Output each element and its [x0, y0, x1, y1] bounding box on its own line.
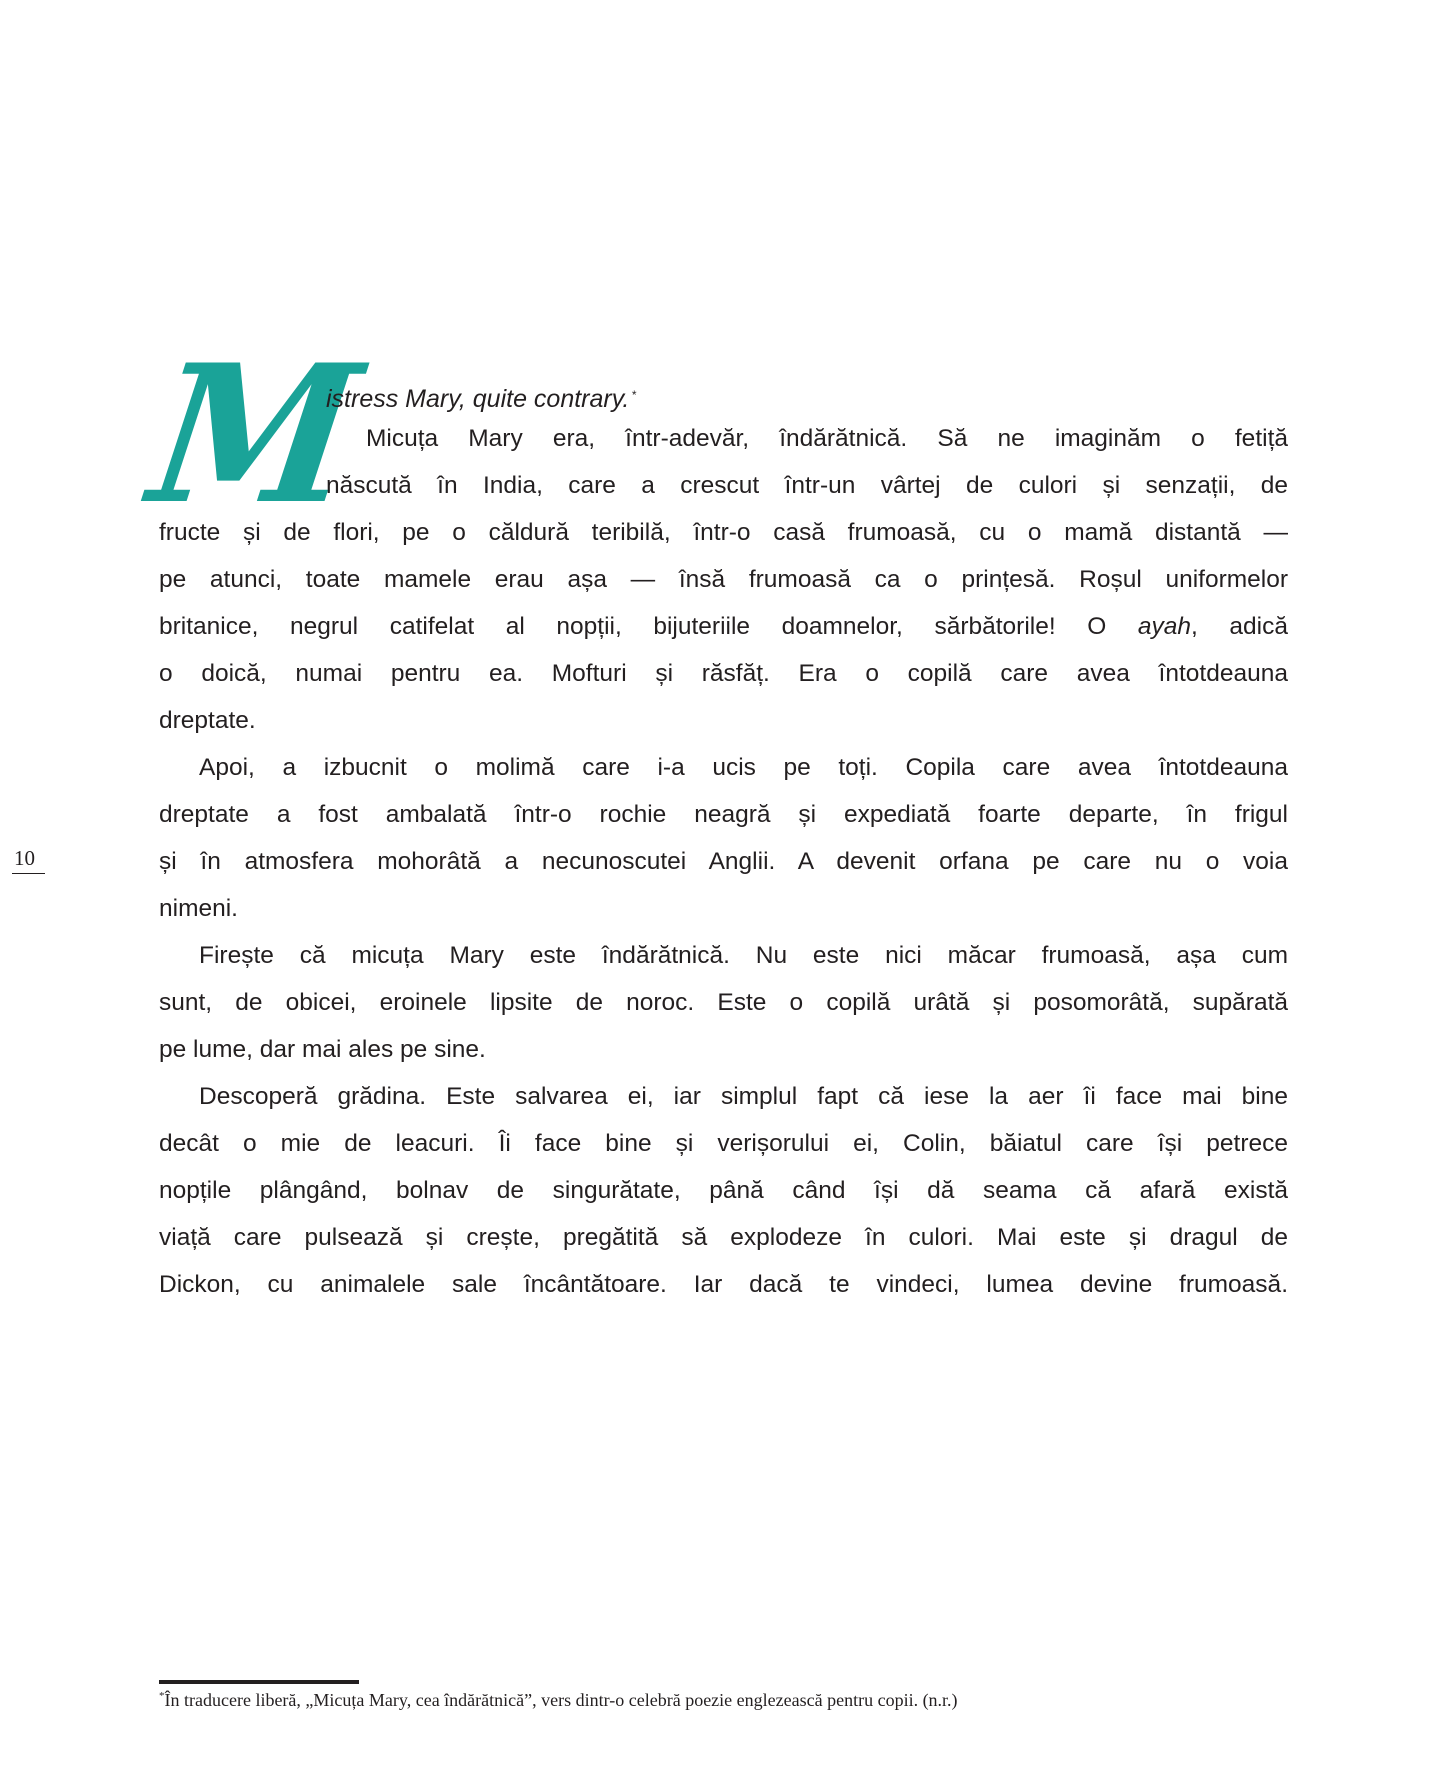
text-line: o doică, numai pentru ea. Mofturi și răsfăț. Era o copilă care avea întotdeauna — [159, 660, 1288, 687]
text-line: și în atmosfera mohorâtă a necunoscutei Anglii. A devenit orfana pe care nu o voia — [159, 848, 1288, 875]
text-line — [159, 603, 1288, 650]
text-line: Firește că micuța Mary este îndărătnică. Nu este nici măcar frumoasă, așa cum — [199, 942, 1288, 969]
text-line: pe atunci, toate mamele erau așa — însă frumoasă ca o prințesă. Roșul uniformelor — [159, 566, 1288, 593]
text-line: decât o mie de leacuri. Îi face bine și verișorului ei, Colin, băiatul care își petrece — [159, 1130, 1288, 1157]
text-line: nopțile plângând, bolnav de singurătate, până când își dă seama că afară există — [159, 1177, 1288, 1204]
text-line: pe lume, dar mai ales pe sine. — [159, 1036, 486, 1063]
footnote-marker: * — [159, 1690, 165, 1702]
text-line: Apoi, a izbucnit o molimă care i-a ucis pe toți. Copila care avea întotdeauna — [199, 754, 1288, 781]
text-line: Micuța Mary era, într-adevăr, îndărătnică. Să ne imaginăm o fetiță — [366, 425, 1288, 452]
text-line: sunt, de obicei, eroinele lipsite de noroc. Este o copilă urâtă și posomorâtă, supărată — [159, 989, 1288, 1016]
footnote-text: În traducere liberă, „Micuța Mary, cea îndărătnică”, vers dintr-o celebră poezie englezească pentru copii. (n.r.) — [164, 1690, 958, 1710]
text-segment: , adică — [1191, 613, 1288, 640]
text-line: Descoperă grădina. Este salvarea ei, iar simplul fapt că iese la aer îi face mai bine — [199, 1083, 1288, 1110]
text-line: dreptate. — [159, 707, 256, 734]
text-line: născută în India, care a crescut într-un vârtej de culori și senzații, de — [326, 472, 1288, 499]
drop-cap-letter: M — [139, 323, 367, 546]
opening-verse-line — [326, 382, 636, 416]
text-line: viață care pulsează și crește, pregătită să explodeze în culori. Mai este și dragul de — [159, 1224, 1288, 1251]
opening-verse-text: istress Mary, quite contrary. — [326, 385, 630, 413]
text-line: nimeni. — [159, 895, 238, 922]
footnote — [159, 1690, 958, 1711]
text-line: Dickon, cu animalele sale încântătoare. Iar dacă te vindeci, lumea devine frumoasă. — [159, 1271, 1288, 1298]
text-segment: britanice, negrul catifelat al nopții, bijuteriile doamnelor, sărbătorile! O — [159, 613, 1138, 640]
italic-term: ayah — [1137, 613, 1192, 640]
footnote-marker: * — [631, 388, 636, 402]
footnote-divider — [159, 1680, 359, 1684]
body-text — [159, 415, 1288, 1308]
text-line: dreptate a fost ambalată într-o rochie neagră și expediată foarte departe, în frigul — [159, 801, 1288, 828]
text-line: fructe și de flori, pe o căldură teribilă, într-o casă frumoasă, cu o mamă distantă — — [159, 519, 1288, 546]
page-number: 10 — [12, 846, 45, 874]
